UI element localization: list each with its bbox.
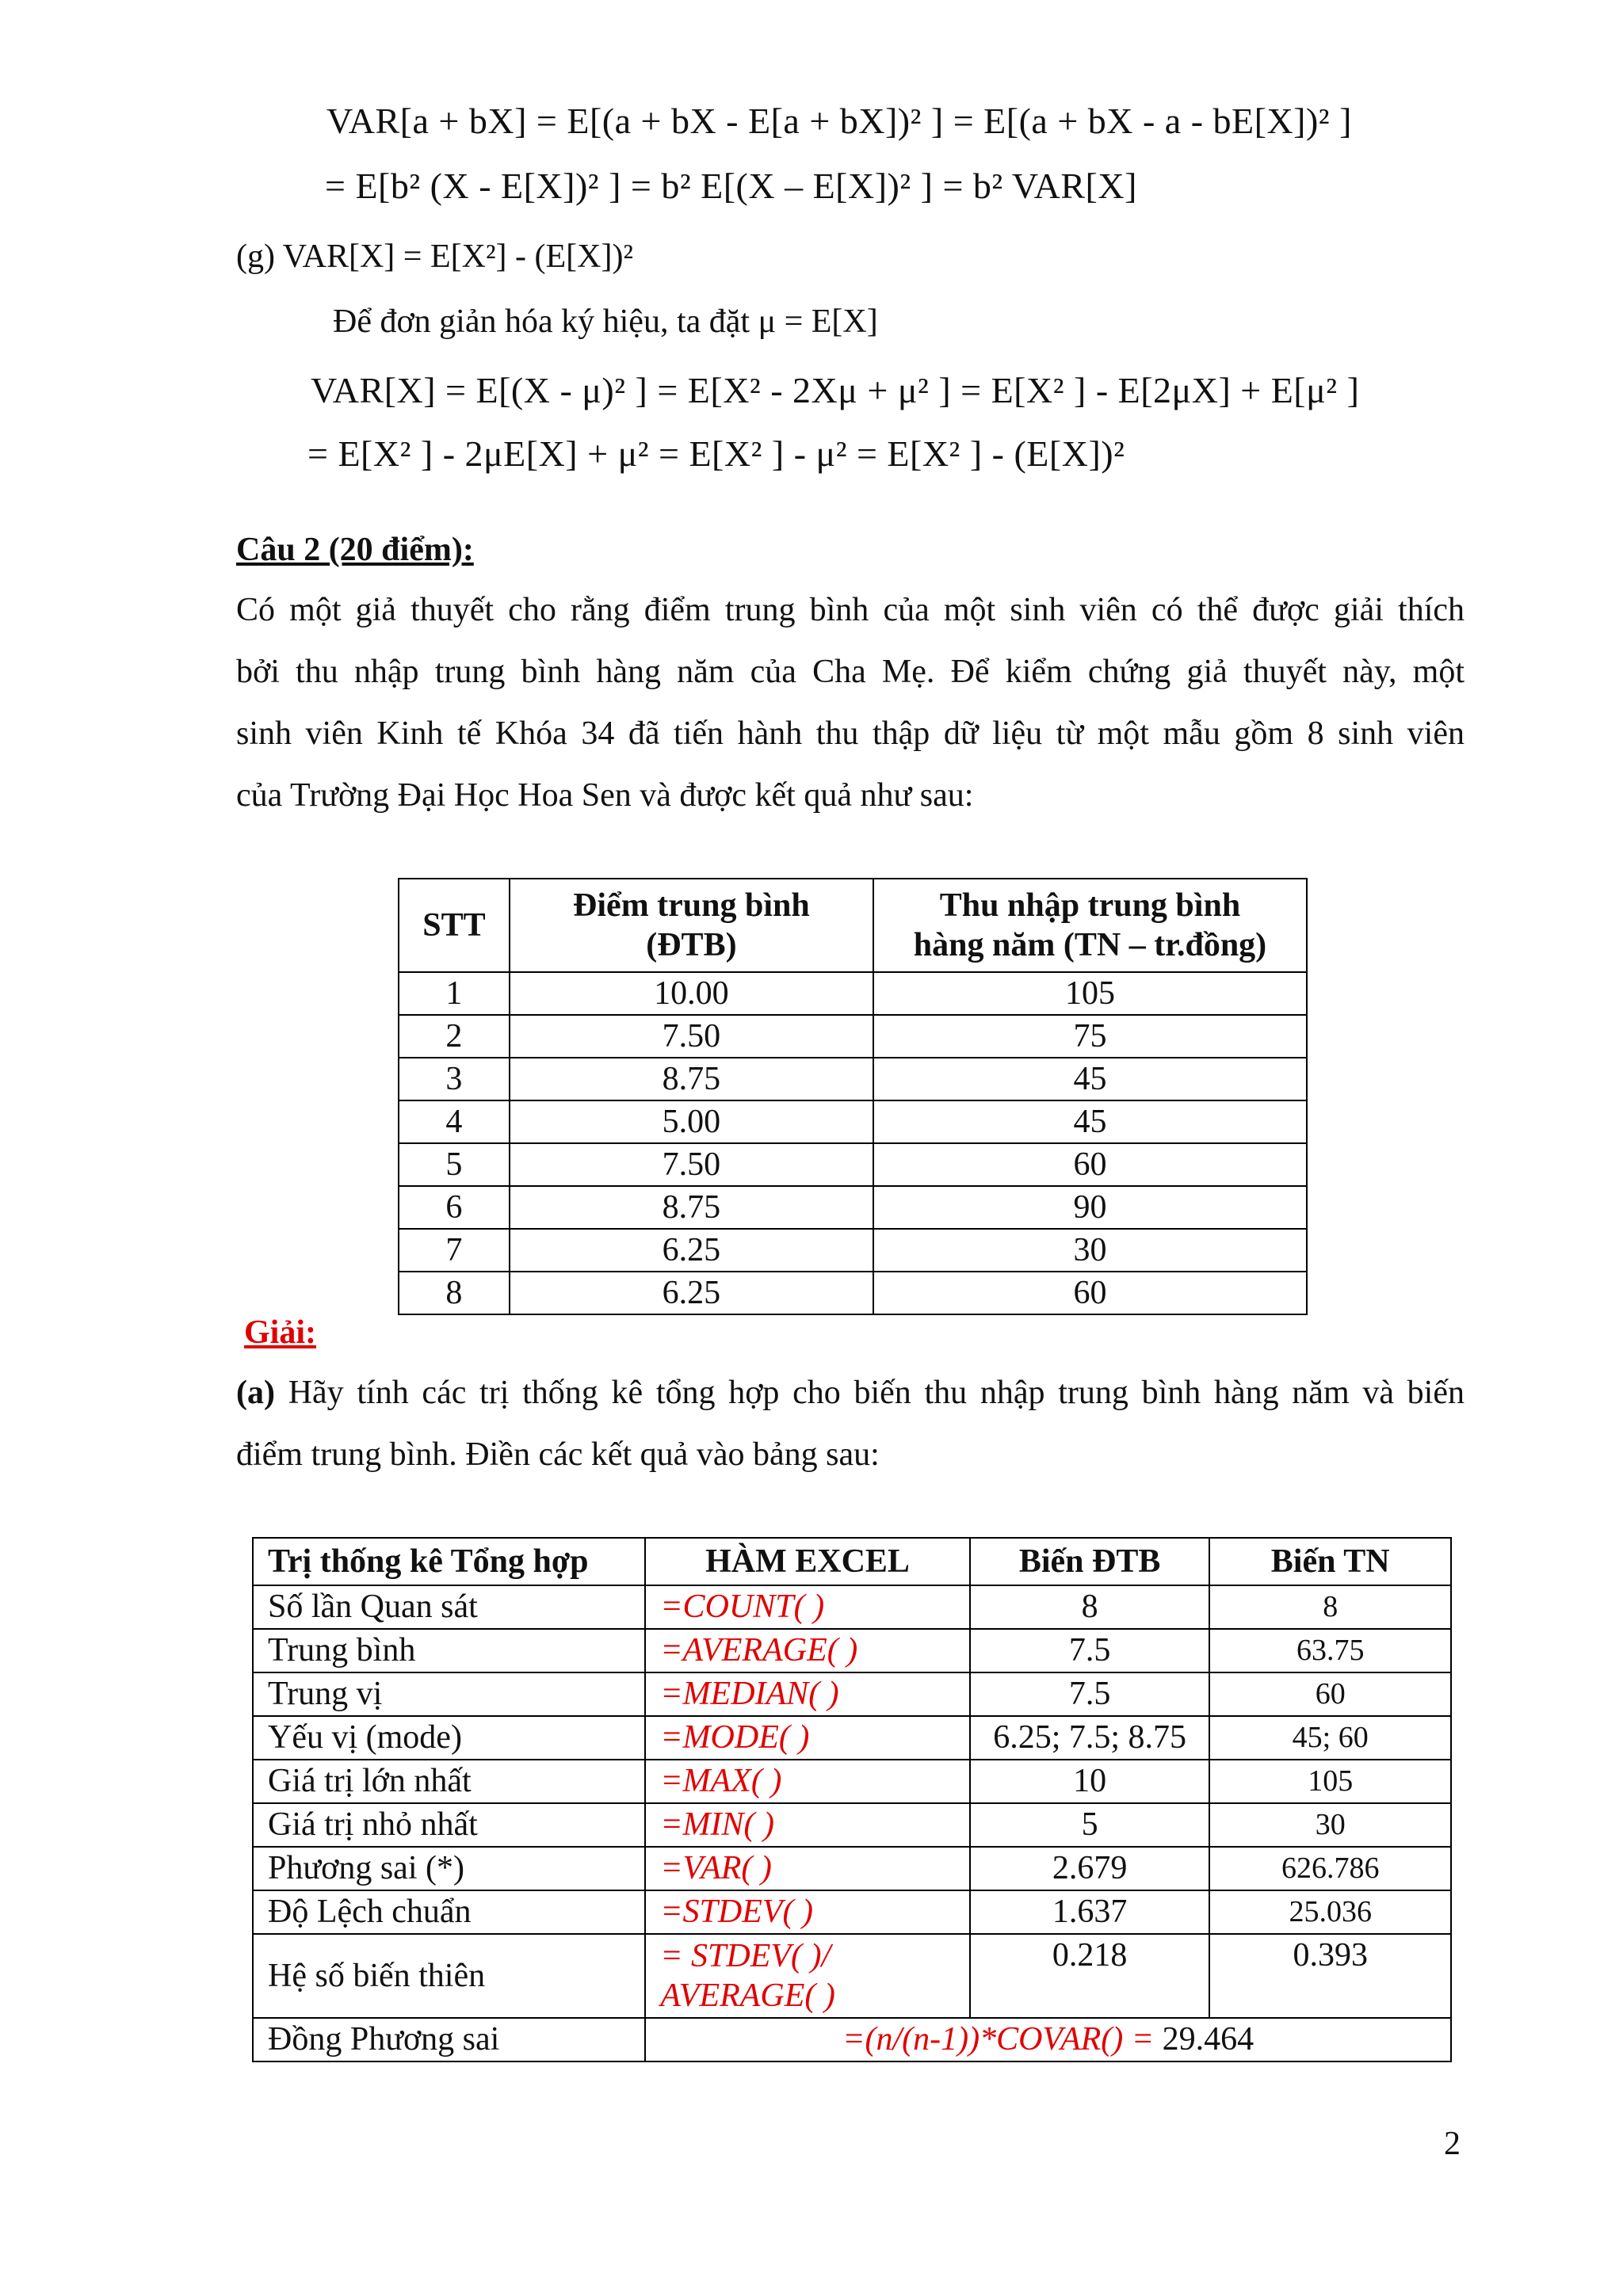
header-statistic: Trị thống kê Tổng hợp xyxy=(253,1538,645,1585)
cell-stt: 5 xyxy=(399,1143,510,1186)
cell-tn: 30 xyxy=(873,1229,1307,1272)
header-excel-function: HÀM EXCEL xyxy=(645,1538,970,1585)
table-header-row xyxy=(399,879,1307,972)
table-row xyxy=(399,1100,1307,1143)
dtb-value-cv: 0.218 xyxy=(970,1934,1210,2018)
cell-dtb: 8.75 xyxy=(510,1058,873,1100)
table-row-cov xyxy=(253,2018,1451,2061)
question-heading: Câu 2 (20 điểm): xyxy=(236,532,474,568)
excel-function: =MODE( ) xyxy=(645,1716,970,1760)
stat-label: Trung vị xyxy=(253,1672,645,1716)
cell-dtb: 5.00 xyxy=(510,1100,873,1143)
table-row xyxy=(253,1847,1451,1890)
excel-function: =STDEV( ) xyxy=(645,1890,970,1934)
cov-cell xyxy=(645,2018,1451,2061)
stat-label: Giá trị lớn nhất xyxy=(253,1760,645,1803)
table-row xyxy=(399,1143,1307,1186)
part-a-label: (a) xyxy=(236,1375,275,1411)
tn-value: 105 xyxy=(1209,1760,1451,1803)
header-dtb-variable: Biến ĐTB xyxy=(970,1538,1210,1585)
table-row-cv xyxy=(253,1934,1451,2018)
cell-stt: 6 xyxy=(399,1186,510,1229)
header-dtb-line2: (ĐTB) xyxy=(646,927,737,963)
equation-var-mu-1: VAR[X] = E[(X - μ)² ] = E[X² - 2Xμ + μ² ] = E[X² ] - E[2μX] + E[μ² ] xyxy=(311,370,1360,410)
cell-stt: 8 xyxy=(399,1272,510,1314)
table-row xyxy=(253,1716,1451,1760)
stat-label-cov: Đồng Phương sai xyxy=(253,2018,645,2061)
excel-function: =VAR( ) xyxy=(645,1847,970,1890)
header-tn-variable: Biến TN xyxy=(1209,1538,1451,1585)
excel-function: =MEDIAN( ) xyxy=(645,1672,970,1716)
cell-tn: 60 xyxy=(873,1143,1307,1186)
excel-function-cv xyxy=(645,1934,970,2018)
part-a-line-1 xyxy=(236,1374,1465,1412)
cell-tn: 90 xyxy=(873,1186,1307,1229)
equation-var-mu-2: = E[X² ] - 2μE[X] + μ² = E[X² ] - μ² = E[X² ] - (E[X])² xyxy=(307,433,1125,474)
dtb-value: 7.5 xyxy=(970,1672,1210,1716)
equation-var-linear-2: = E[b² (X - E[X])² ] = b² E[(X – E[X])² ] = b² VAR[X] xyxy=(325,166,1137,206)
question-line-2: bởi thu nhập trung bình hàng năm của Cha Mẹ. Để kiểm chứng giả thuyết này, một xyxy=(236,654,1465,690)
header-stt: STT xyxy=(399,879,510,972)
tn-value: 25.036 xyxy=(1209,1890,1451,1934)
stat-label: Trung bình xyxy=(253,1629,645,1672)
table-row xyxy=(253,1672,1451,1716)
header-dtb-line1: Điểm trung bình xyxy=(573,887,810,924)
table-row xyxy=(253,1760,1451,1803)
cell-dtb: 7.50 xyxy=(510,1143,873,1186)
table-row xyxy=(253,1803,1451,1847)
tn-value: 30 xyxy=(1209,1803,1451,1847)
table-row xyxy=(399,1058,1307,1100)
stat-label: Độ Lệch chuẩn xyxy=(253,1890,645,1934)
dtb-value: 7.5 xyxy=(970,1629,1210,1672)
table-row xyxy=(253,1629,1451,1672)
excel-function: =MAX( ) xyxy=(645,1760,970,1803)
cell-stt: 1 xyxy=(399,972,510,1015)
cell-tn: 45 xyxy=(873,1100,1307,1143)
tn-value-cv: 0.393 xyxy=(1209,1934,1451,2018)
cell-stt: 4 xyxy=(399,1100,510,1143)
cell-tn: 105 xyxy=(873,972,1307,1015)
cell-tn: 75 xyxy=(873,1015,1307,1058)
simplify-note: Để đơn giản hóa ký hiệu, ta đặt μ = E[X] xyxy=(333,303,878,340)
cv-fn-line1: = STDEV( )/ xyxy=(660,1938,831,1974)
table-row xyxy=(253,1585,1451,1629)
dtb-value: 1.637 xyxy=(970,1890,1210,1934)
tn-value: 63.75 xyxy=(1209,1629,1451,1672)
equation-var-linear-1: VAR[a + bX] = E[(a + bX - E[a + bX])² ] = E[(a + bX - a - bE[X])² ] xyxy=(327,101,1352,141)
summary-header-row xyxy=(253,1538,1451,1585)
table-row xyxy=(399,1229,1307,1272)
tn-value: 626.786 xyxy=(1209,1847,1451,1890)
dtb-value: 6.25; 7.5; 8.75 xyxy=(970,1716,1210,1760)
cell-dtb: 6.25 xyxy=(510,1272,873,1314)
excel-function: =COUNT( ) xyxy=(645,1585,970,1629)
dtb-value: 8 xyxy=(970,1585,1210,1629)
cell-dtb: 8.75 xyxy=(510,1186,873,1229)
part-a-text: Hãy tính các trị thống kê tổng hợp cho biến thu nhập trung bình hàng năm và biến xyxy=(274,1375,1465,1411)
cv-fn-line2: AVERAGE( ) xyxy=(660,1978,835,2014)
cell-stt: 7 xyxy=(399,1229,510,1272)
dtb-value: 2.679 xyxy=(970,1847,1210,1890)
property-g-label: (g) VAR[X] = E[X²] - (E[X])² xyxy=(236,238,634,275)
cov-formula: =(n/(n-1))*COVAR() = xyxy=(842,2021,1163,2058)
table-row xyxy=(399,972,1307,1015)
tn-value: 8 xyxy=(1209,1585,1451,1629)
student-data-table xyxy=(398,878,1308,1315)
table-row xyxy=(399,1272,1307,1314)
tn-value: 45; 60 xyxy=(1209,1716,1451,1760)
cell-stt: 3 xyxy=(399,1058,510,1100)
cell-tn: 60 xyxy=(873,1272,1307,1314)
question-line-3: sinh viên Kinh tế Khóa 34 đã tiến hành thu thập dữ liệu từ một mẫu gồm 8 sinh viên xyxy=(236,715,1465,752)
cov-value: 29.464 xyxy=(1162,2021,1254,2058)
excel-function: =AVERAGE( ) xyxy=(645,1629,970,1672)
stat-label: Yếu vị (mode) xyxy=(253,1716,645,1760)
stat-label: Phương sai (*) xyxy=(253,1847,645,1890)
part-a-line-2: điểm trung bình. Điền các kết quả vào bảng sau: xyxy=(236,1436,880,1473)
cell-dtb: 6.25 xyxy=(510,1229,873,1272)
tn-value: 60 xyxy=(1209,1672,1451,1716)
stat-label: Giá trị nhỏ nhất xyxy=(253,1803,645,1847)
table-row xyxy=(253,1890,1451,1934)
stat-label-cv: Hệ số biến thiên xyxy=(253,1934,645,2018)
header-tn-line1: Thu nhập trung bình xyxy=(939,887,1241,924)
header-tn-line2: hàng năm (TN – tr.đồng) xyxy=(913,927,1267,963)
cell-stt: 2 xyxy=(399,1015,510,1058)
summary-statistics-table xyxy=(252,1537,1452,2062)
question-line-1: Có một giả thuyết cho rằng điểm trung bình của một sinh viên có thể được giải thích xyxy=(236,592,1465,628)
header-dtb xyxy=(510,879,873,972)
solution-label: Giải: xyxy=(244,1314,316,1351)
question-line-4: của Trường Đại Học Hoa Sen và được kết quả như sau: xyxy=(236,777,974,814)
page-number: 2 xyxy=(1444,2126,1461,2162)
cell-tn: 45 xyxy=(873,1058,1307,1100)
dtb-value: 10 xyxy=(970,1760,1210,1803)
stat-label: Số lần Quan sát xyxy=(253,1585,645,1629)
dtb-value: 5 xyxy=(970,1803,1210,1847)
table-row xyxy=(399,1186,1307,1229)
header-tn xyxy=(873,879,1307,972)
table-row xyxy=(399,1015,1307,1058)
excel-function: =MIN( ) xyxy=(645,1803,970,1847)
cell-dtb: 10.00 xyxy=(510,972,873,1015)
cell-dtb: 7.50 xyxy=(510,1015,873,1058)
